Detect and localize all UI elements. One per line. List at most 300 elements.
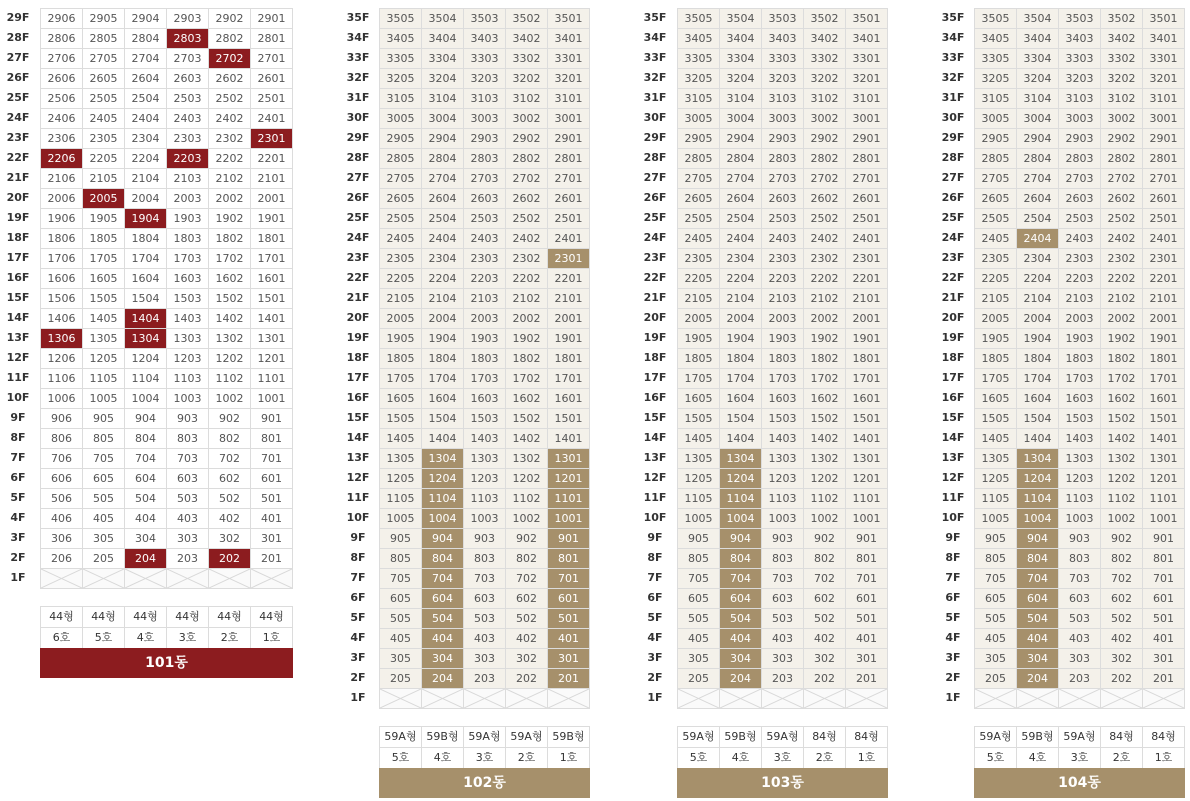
unit-cell[interactable]: 1403 bbox=[762, 429, 804, 449]
unit-cell[interactable]: 3101 bbox=[1143, 89, 1185, 109]
unit-cell[interactable]: 2004 bbox=[125, 189, 167, 209]
unit-cell[interactable]: 1101 bbox=[846, 489, 888, 509]
unit-cell[interactable]: 906 bbox=[41, 409, 83, 429]
unit-cell[interactable]: 803 bbox=[762, 549, 804, 569]
unit-cell[interactable]: 2606 bbox=[41, 69, 83, 89]
unit-cell[interactable]: 2704 bbox=[720, 169, 762, 189]
unit-cell[interactable]: 1706 bbox=[41, 249, 83, 269]
unit-cell[interactable]: 1905 bbox=[83, 209, 125, 229]
unit-cell[interactable]: 706 bbox=[41, 449, 83, 469]
unit-cell[interactable]: 302 bbox=[209, 529, 251, 549]
unit-cell[interactable]: 1704 bbox=[1017, 369, 1059, 389]
unit-cell[interactable]: 1504 bbox=[720, 409, 762, 429]
unit-cell[interactable]: 805 bbox=[975, 549, 1017, 569]
unit-cell[interactable]: 3103 bbox=[762, 89, 804, 109]
unit-cell[interactable]: 406 bbox=[41, 509, 83, 529]
unit-cell[interactable]: 202 bbox=[1101, 669, 1143, 689]
unit-cell[interactable]: 2704 bbox=[422, 169, 464, 189]
unit-cell[interactable]: 2303 bbox=[762, 249, 804, 269]
unit-cell[interactable]: 1602 bbox=[209, 269, 251, 289]
unit-cell[interactable]: 1105 bbox=[380, 489, 422, 509]
unit-cell[interactable]: 2505 bbox=[380, 209, 422, 229]
unit-cell[interactable]: 2205 bbox=[678, 269, 720, 289]
unit-cell[interactable]: 2403 bbox=[167, 109, 209, 129]
unit-cell[interactable]: 2601 bbox=[548, 189, 590, 209]
unit-cell[interactable]: 1001 bbox=[251, 389, 293, 409]
unit-cell[interactable]: 2103 bbox=[1059, 289, 1101, 309]
unit-cell[interactable]: 703 bbox=[464, 569, 506, 589]
unit-cell[interactable]: 1903 bbox=[1059, 329, 1101, 349]
unit-cell[interactable]: 504 bbox=[1017, 609, 1059, 629]
unit-cell[interactable]: 1001 bbox=[1143, 509, 1185, 529]
unit-cell[interactable]: 2001 bbox=[846, 309, 888, 329]
unit-cell[interactable]: 201 bbox=[548, 669, 590, 689]
unit-cell[interactable]: 1205 bbox=[975, 469, 1017, 489]
unit-cell[interactable]: 1801 bbox=[846, 349, 888, 369]
unit-cell[interactable]: 1705 bbox=[975, 369, 1017, 389]
unit-cell[interactable]: 601 bbox=[846, 589, 888, 609]
unit-cell[interactable]: 1102 bbox=[1101, 489, 1143, 509]
unit-cell[interactable]: 1002 bbox=[1101, 509, 1143, 529]
unit-cell[interactable]: 204 bbox=[720, 669, 762, 689]
unit-cell[interactable]: 304 bbox=[1017, 649, 1059, 669]
unit-cell[interactable]: 2706 bbox=[41, 49, 83, 69]
unit-cell[interactable]: 2803 bbox=[464, 149, 506, 169]
unit-cell[interactable]: 3203 bbox=[762, 69, 804, 89]
unit-cell[interactable]: 805 bbox=[380, 549, 422, 569]
unit-cell[interactable]: 1201 bbox=[251, 349, 293, 369]
unit-cell[interactable]: 1702 bbox=[804, 369, 846, 389]
unit-cell[interactable]: 3101 bbox=[548, 89, 590, 109]
unit-cell[interactable]: 2206 bbox=[41, 149, 83, 169]
unit-cell[interactable]: 1502 bbox=[804, 409, 846, 429]
unit-cell[interactable]: 1901 bbox=[251, 209, 293, 229]
unit-cell[interactable]: 1803 bbox=[1059, 349, 1101, 369]
unit-cell[interactable]: 2701 bbox=[251, 49, 293, 69]
unit-cell[interactable]: 401 bbox=[251, 509, 293, 529]
unit-cell[interactable]: 301 bbox=[1143, 649, 1185, 669]
unit-cell[interactable]: 1102 bbox=[209, 369, 251, 389]
unit-cell[interactable]: 2705 bbox=[83, 49, 125, 69]
unit-cell[interactable]: 405 bbox=[975, 629, 1017, 649]
unit-cell[interactable]: 2703 bbox=[1059, 169, 1101, 189]
unit-cell[interactable]: 1201 bbox=[1143, 469, 1185, 489]
unit-cell[interactable]: 3505 bbox=[678, 9, 720, 29]
unit-cell[interactable]: 2402 bbox=[1101, 229, 1143, 249]
unit-cell[interactable]: 404 bbox=[720, 629, 762, 649]
unit-cell[interactable]: 1702 bbox=[209, 249, 251, 269]
unit-cell[interactable]: 3405 bbox=[975, 29, 1017, 49]
unit-cell[interactable]: 1602 bbox=[506, 389, 548, 409]
unit-cell[interactable]: 302 bbox=[1101, 649, 1143, 669]
unit-cell[interactable]: 2202 bbox=[506, 269, 548, 289]
unit-cell[interactable]: 2904 bbox=[422, 129, 464, 149]
unit-cell[interactable]: 2201 bbox=[846, 269, 888, 289]
unit-cell[interactable]: 1703 bbox=[762, 369, 804, 389]
unit-cell[interactable]: 405 bbox=[83, 509, 125, 529]
unit-cell[interactable]: 903 bbox=[464, 529, 506, 549]
unit-cell[interactable]: 1405 bbox=[83, 309, 125, 329]
unit-cell[interactable]: 2203 bbox=[464, 269, 506, 289]
unit-cell[interactable]: 506 bbox=[41, 489, 83, 509]
unit-cell[interactable]: 2501 bbox=[251, 89, 293, 109]
unit-cell[interactable]: 203 bbox=[464, 669, 506, 689]
unit-cell[interactable]: 2703 bbox=[762, 169, 804, 189]
unit-cell[interactable]: 1506 bbox=[41, 289, 83, 309]
unit-cell[interactable]: 3504 bbox=[720, 9, 762, 29]
unit-cell[interactable]: 1001 bbox=[548, 509, 590, 529]
unit-cell[interactable]: 2005 bbox=[975, 309, 1017, 329]
unit-cell[interactable]: 1802 bbox=[506, 349, 548, 369]
unit-cell[interactable]: 3305 bbox=[678, 49, 720, 69]
unit-cell[interactable]: 504 bbox=[125, 489, 167, 509]
unit-cell[interactable]: 1403 bbox=[464, 429, 506, 449]
unit-cell[interactable]: 802 bbox=[804, 549, 846, 569]
unit-cell[interactable]: 2101 bbox=[548, 289, 590, 309]
unit-cell[interactable]: 3004 bbox=[720, 109, 762, 129]
unit-cell[interactable]: 202 bbox=[506, 669, 548, 689]
unit-cell[interactable]: 2705 bbox=[975, 169, 1017, 189]
unit-cell[interactable]: 1806 bbox=[41, 229, 83, 249]
unit-cell[interactable]: 2204 bbox=[1017, 269, 1059, 289]
unit-cell[interactable]: 2802 bbox=[804, 149, 846, 169]
unit-cell[interactable]: 206 bbox=[41, 549, 83, 569]
unit-cell[interactable]: 2705 bbox=[678, 169, 720, 189]
unit-cell[interactable]: 1102 bbox=[804, 489, 846, 509]
unit-cell[interactable]: 1802 bbox=[209, 229, 251, 249]
unit-cell[interactable]: 2005 bbox=[83, 189, 125, 209]
unit-cell[interactable]: 1005 bbox=[975, 509, 1017, 529]
unit-cell[interactable]: 2402 bbox=[209, 109, 251, 129]
unit-cell[interactable]: 804 bbox=[1017, 549, 1059, 569]
unit-cell[interactable]: 1204 bbox=[125, 349, 167, 369]
unit-cell[interactable]: 2003 bbox=[1059, 309, 1101, 329]
unit-cell[interactable]: 2404 bbox=[422, 229, 464, 249]
unit-cell[interactable]: 201 bbox=[846, 669, 888, 689]
unit-cell[interactable]: 1203 bbox=[464, 469, 506, 489]
unit-cell[interactable]: 2004 bbox=[422, 309, 464, 329]
unit-cell[interactable]: 604 bbox=[720, 589, 762, 609]
unit-cell[interactable]: 3405 bbox=[380, 29, 422, 49]
unit-cell[interactable]: 2604 bbox=[422, 189, 464, 209]
unit-cell[interactable]: 1805 bbox=[380, 349, 422, 369]
unit-cell[interactable]: 2605 bbox=[678, 189, 720, 209]
unit-cell[interactable]: 1501 bbox=[1143, 409, 1185, 429]
unit-cell[interactable]: 2604 bbox=[125, 69, 167, 89]
unit-cell[interactable]: 3204 bbox=[1017, 69, 1059, 89]
unit-cell[interactable]: 2305 bbox=[678, 249, 720, 269]
unit-cell[interactable]: 2505 bbox=[83, 89, 125, 109]
unit-cell[interactable]: 2904 bbox=[720, 129, 762, 149]
unit-cell[interactable]: 3504 bbox=[422, 9, 464, 29]
unit-cell[interactable]: 402 bbox=[1101, 629, 1143, 649]
unit-cell[interactable]: 2801 bbox=[1143, 149, 1185, 169]
unit-cell[interactable]: 701 bbox=[251, 449, 293, 469]
unit-cell[interactable]: 2101 bbox=[846, 289, 888, 309]
unit-cell[interactable]: 1102 bbox=[506, 489, 548, 509]
unit-cell[interactable]: 3201 bbox=[846, 69, 888, 89]
unit-cell[interactable]: 905 bbox=[380, 529, 422, 549]
unit-cell[interactable]: 1503 bbox=[1059, 409, 1101, 429]
unit-cell[interactable]: 2801 bbox=[251, 29, 293, 49]
unit-cell[interactable]: 1801 bbox=[548, 349, 590, 369]
unit-cell[interactable]: 503 bbox=[167, 489, 209, 509]
unit-cell[interactable]: 1905 bbox=[380, 329, 422, 349]
unit-cell[interactable]: 2504 bbox=[1017, 209, 1059, 229]
unit-cell[interactable]: 2602 bbox=[804, 189, 846, 209]
unit-cell[interactable]: 603 bbox=[1059, 589, 1101, 609]
unit-cell[interactable]: 3405 bbox=[678, 29, 720, 49]
unit-cell[interactable]: 2901 bbox=[251, 9, 293, 29]
unit-cell[interactable]: 3501 bbox=[846, 9, 888, 29]
unit-cell[interactable]: 2401 bbox=[548, 229, 590, 249]
unit-cell[interactable]: 2506 bbox=[41, 89, 83, 109]
unit-cell[interactable]: 1705 bbox=[678, 369, 720, 389]
unit-cell[interactable]: 902 bbox=[209, 409, 251, 429]
unit-cell[interactable]: 2601 bbox=[846, 189, 888, 209]
unit-cell[interactable]: 1604 bbox=[1017, 389, 1059, 409]
unit-cell[interactable]: 405 bbox=[380, 629, 422, 649]
unit-cell[interactable]: 3503 bbox=[1059, 9, 1101, 29]
unit-cell[interactable]: 1604 bbox=[422, 389, 464, 409]
unit-cell[interactable]: 3004 bbox=[422, 109, 464, 129]
unit-cell[interactable]: 1305 bbox=[975, 449, 1017, 469]
unit-cell[interactable]: 2105 bbox=[678, 289, 720, 309]
unit-cell[interactable]: 2701 bbox=[846, 169, 888, 189]
unit-cell[interactable]: 1105 bbox=[678, 489, 720, 509]
unit-cell[interactable]: 1903 bbox=[464, 329, 506, 349]
unit-cell[interactable]: 2404 bbox=[720, 229, 762, 249]
unit-cell[interactable]: 305 bbox=[975, 649, 1017, 669]
unit-cell[interactable]: 605 bbox=[678, 589, 720, 609]
unit-cell[interactable]: 3305 bbox=[380, 49, 422, 69]
unit-cell[interactable]: 302 bbox=[506, 649, 548, 669]
unit-cell[interactable]: 1805 bbox=[678, 349, 720, 369]
unit-cell[interactable]: 1805 bbox=[83, 229, 125, 249]
unit-cell[interactable]: 3205 bbox=[678, 69, 720, 89]
unit-cell[interactable]: 1202 bbox=[804, 469, 846, 489]
unit-cell[interactable]: 2306 bbox=[41, 129, 83, 149]
unit-cell[interactable]: 2603 bbox=[167, 69, 209, 89]
unit-cell[interactable]: 2502 bbox=[506, 209, 548, 229]
unit-cell[interactable]: 1202 bbox=[506, 469, 548, 489]
unit-cell[interactable]: 902 bbox=[506, 529, 548, 549]
unit-cell[interactable]: 1803 bbox=[464, 349, 506, 369]
unit-cell[interactable]: 1501 bbox=[548, 409, 590, 429]
unit-cell[interactable]: 3403 bbox=[464, 29, 506, 49]
unit-cell[interactable]: 1901 bbox=[1143, 329, 1185, 349]
unit-cell[interactable]: 2502 bbox=[1101, 209, 1143, 229]
unit-cell[interactable]: 502 bbox=[506, 609, 548, 629]
unit-cell[interactable]: 2104 bbox=[125, 169, 167, 189]
unit-cell[interactable]: 2303 bbox=[167, 129, 209, 149]
unit-cell[interactable]: 2304 bbox=[1017, 249, 1059, 269]
unit-cell[interactable]: 1705 bbox=[83, 249, 125, 269]
unit-cell[interactable]: 1504 bbox=[1017, 409, 1059, 429]
unit-cell[interactable]: 3304 bbox=[422, 49, 464, 69]
unit-cell[interactable]: 1304 bbox=[422, 449, 464, 469]
unit-cell[interactable]: 2903 bbox=[464, 129, 506, 149]
unit-cell[interactable]: 1504 bbox=[422, 409, 464, 429]
unit-cell[interactable]: 303 bbox=[464, 649, 506, 669]
unit-cell[interactable]: 1701 bbox=[1143, 369, 1185, 389]
unit-cell[interactable]: 2302 bbox=[804, 249, 846, 269]
unit-cell[interactable]: 505 bbox=[678, 609, 720, 629]
unit-cell[interactable]: 3201 bbox=[548, 69, 590, 89]
unit-cell[interactable]: 203 bbox=[762, 669, 804, 689]
unit-cell[interactable]: 204 bbox=[125, 549, 167, 569]
unit-cell[interactable]: 2002 bbox=[804, 309, 846, 329]
unit-cell[interactable]: 1402 bbox=[209, 309, 251, 329]
unit-cell[interactable]: 306 bbox=[41, 529, 83, 549]
unit-cell[interactable]: 1701 bbox=[548, 369, 590, 389]
unit-cell[interactable]: 3501 bbox=[1143, 9, 1185, 29]
unit-cell[interactable]: 901 bbox=[1143, 529, 1185, 549]
unit-cell[interactable]: 1601 bbox=[846, 389, 888, 409]
unit-cell[interactable]: 204 bbox=[1017, 669, 1059, 689]
unit-cell[interactable]: 1402 bbox=[804, 429, 846, 449]
unit-cell[interactable]: 2906 bbox=[41, 9, 83, 29]
unit-cell[interactable]: 1402 bbox=[506, 429, 548, 449]
unit-cell[interactable]: 804 bbox=[422, 549, 464, 569]
unit-cell[interactable]: 902 bbox=[804, 529, 846, 549]
unit-cell[interactable]: 704 bbox=[422, 569, 464, 589]
unit-cell[interactable]: 802 bbox=[209, 429, 251, 449]
unit-cell[interactable]: 905 bbox=[678, 529, 720, 549]
unit-cell[interactable]: 1202 bbox=[1101, 469, 1143, 489]
unit-cell[interactable]: 2405 bbox=[380, 229, 422, 249]
unit-cell[interactable]: 2203 bbox=[762, 269, 804, 289]
unit-cell[interactable]: 2803 bbox=[762, 149, 804, 169]
unit-cell[interactable]: 303 bbox=[167, 529, 209, 549]
unit-cell[interactable]: 703 bbox=[167, 449, 209, 469]
unit-cell[interactable]: 3004 bbox=[1017, 109, 1059, 129]
unit-cell[interactable]: 402 bbox=[804, 629, 846, 649]
unit-cell[interactable]: 2501 bbox=[846, 209, 888, 229]
unit-cell[interactable]: 205 bbox=[975, 669, 1017, 689]
unit-cell[interactable]: 602 bbox=[209, 469, 251, 489]
unit-cell[interactable]: 2703 bbox=[464, 169, 506, 189]
unit-cell[interactable]: 304 bbox=[720, 649, 762, 669]
unit-cell[interactable]: 3401 bbox=[548, 29, 590, 49]
unit-cell[interactable]: 403 bbox=[1059, 629, 1101, 649]
unit-cell[interactable]: 1804 bbox=[720, 349, 762, 369]
unit-cell[interactable]: 1101 bbox=[251, 369, 293, 389]
unit-cell[interactable]: 202 bbox=[209, 549, 251, 569]
unit-cell[interactable]: 1502 bbox=[209, 289, 251, 309]
unit-cell[interactable]: 204 bbox=[422, 669, 464, 689]
unit-cell[interactable]: 2104 bbox=[422, 289, 464, 309]
unit-cell[interactable]: 2804 bbox=[422, 149, 464, 169]
unit-cell[interactable]: 605 bbox=[83, 469, 125, 489]
unit-cell[interactable]: 3104 bbox=[1017, 89, 1059, 109]
unit-cell[interactable]: 1602 bbox=[1101, 389, 1143, 409]
unit-cell[interactable]: 3301 bbox=[1143, 49, 1185, 69]
unit-cell[interactable]: 1302 bbox=[804, 449, 846, 469]
unit-cell[interactable]: 1903 bbox=[167, 209, 209, 229]
unit-cell[interactable]: 1505 bbox=[678, 409, 720, 429]
unit-cell[interactable]: 2805 bbox=[678, 149, 720, 169]
unit-cell[interactable]: 1905 bbox=[975, 329, 1017, 349]
unit-cell[interactable]: 2603 bbox=[464, 189, 506, 209]
unit-cell[interactable]: 1603 bbox=[1059, 389, 1101, 409]
unit-cell[interactable]: 1303 bbox=[167, 329, 209, 349]
unit-cell[interactable]: 1502 bbox=[1101, 409, 1143, 429]
unit-cell[interactable]: 602 bbox=[1101, 589, 1143, 609]
unit-cell[interactable]: 402 bbox=[506, 629, 548, 649]
unit-cell[interactable]: 3205 bbox=[380, 69, 422, 89]
unit-cell[interactable]: 2202 bbox=[209, 149, 251, 169]
unit-cell[interactable]: 2102 bbox=[209, 169, 251, 189]
unit-cell[interactable]: 1005 bbox=[380, 509, 422, 529]
unit-cell[interactable]: 904 bbox=[720, 529, 762, 549]
unit-cell[interactable]: 401 bbox=[548, 629, 590, 649]
unit-cell[interactable]: 2901 bbox=[846, 129, 888, 149]
unit-cell[interactable]: 1403 bbox=[1059, 429, 1101, 449]
unit-cell[interactable]: 1404 bbox=[422, 429, 464, 449]
unit-cell[interactable]: 603 bbox=[464, 589, 506, 609]
unit-cell[interactable]: 205 bbox=[678, 669, 720, 689]
unit-cell[interactable]: 1201 bbox=[846, 469, 888, 489]
unit-cell[interactable]: 3104 bbox=[720, 89, 762, 109]
unit-cell[interactable]: 301 bbox=[251, 529, 293, 549]
unit-cell[interactable]: 805 bbox=[678, 549, 720, 569]
unit-cell[interactable]: 2301 bbox=[846, 249, 888, 269]
unit-cell[interactable]: 904 bbox=[1017, 529, 1059, 549]
unit-cell[interactable]: 1203 bbox=[167, 349, 209, 369]
unit-cell[interactable]: 2701 bbox=[548, 169, 590, 189]
unit-cell[interactable]: 1501 bbox=[251, 289, 293, 309]
unit-cell[interactable]: 1603 bbox=[762, 389, 804, 409]
unit-cell[interactable]: 604 bbox=[125, 469, 167, 489]
unit-cell[interactable]: 1605 bbox=[678, 389, 720, 409]
unit-cell[interactable]: 2705 bbox=[380, 169, 422, 189]
unit-cell[interactable]: 3305 bbox=[975, 49, 1017, 69]
unit-cell[interactable]: 1705 bbox=[380, 369, 422, 389]
unit-cell[interactable]: 1401 bbox=[548, 429, 590, 449]
unit-cell[interactable]: 1301 bbox=[548, 449, 590, 469]
unit-cell[interactable]: 1605 bbox=[380, 389, 422, 409]
unit-cell[interactable]: 1403 bbox=[167, 309, 209, 329]
unit-cell[interactable]: 2204 bbox=[422, 269, 464, 289]
unit-cell[interactable]: 1904 bbox=[720, 329, 762, 349]
unit-cell[interactable]: 2302 bbox=[1101, 249, 1143, 269]
unit-cell[interactable]: 1703 bbox=[167, 249, 209, 269]
unit-cell[interactable]: 1405 bbox=[678, 429, 720, 449]
unit-cell[interactable]: 3002 bbox=[1101, 109, 1143, 129]
unit-cell[interactable]: 2203 bbox=[1059, 269, 1101, 289]
unit-cell[interactable]: 2001 bbox=[1143, 309, 1185, 329]
unit-cell[interactable]: 801 bbox=[846, 549, 888, 569]
unit-cell[interactable]: 704 bbox=[125, 449, 167, 469]
unit-cell[interactable]: 3404 bbox=[720, 29, 762, 49]
unit-cell[interactable]: 903 bbox=[1059, 529, 1101, 549]
unit-cell[interactable]: 2204 bbox=[720, 269, 762, 289]
unit-cell[interactable]: 2801 bbox=[846, 149, 888, 169]
unit-cell[interactable]: 2703 bbox=[167, 49, 209, 69]
unit-cell[interactable]: 2605 bbox=[83, 69, 125, 89]
unit-cell[interactable]: 2003 bbox=[167, 189, 209, 209]
unit-cell[interactable]: 3204 bbox=[720, 69, 762, 89]
unit-cell[interactable]: 2104 bbox=[720, 289, 762, 309]
unit-cell[interactable]: 1205 bbox=[380, 469, 422, 489]
unit-cell[interactable]: 502 bbox=[804, 609, 846, 629]
unit-cell[interactable]: 1204 bbox=[720, 469, 762, 489]
unit-cell[interactable]: 1202 bbox=[209, 349, 251, 369]
unit-cell[interactable]: 1804 bbox=[125, 229, 167, 249]
unit-cell[interactable]: 401 bbox=[1143, 629, 1185, 649]
unit-cell[interactable]: 2702 bbox=[804, 169, 846, 189]
